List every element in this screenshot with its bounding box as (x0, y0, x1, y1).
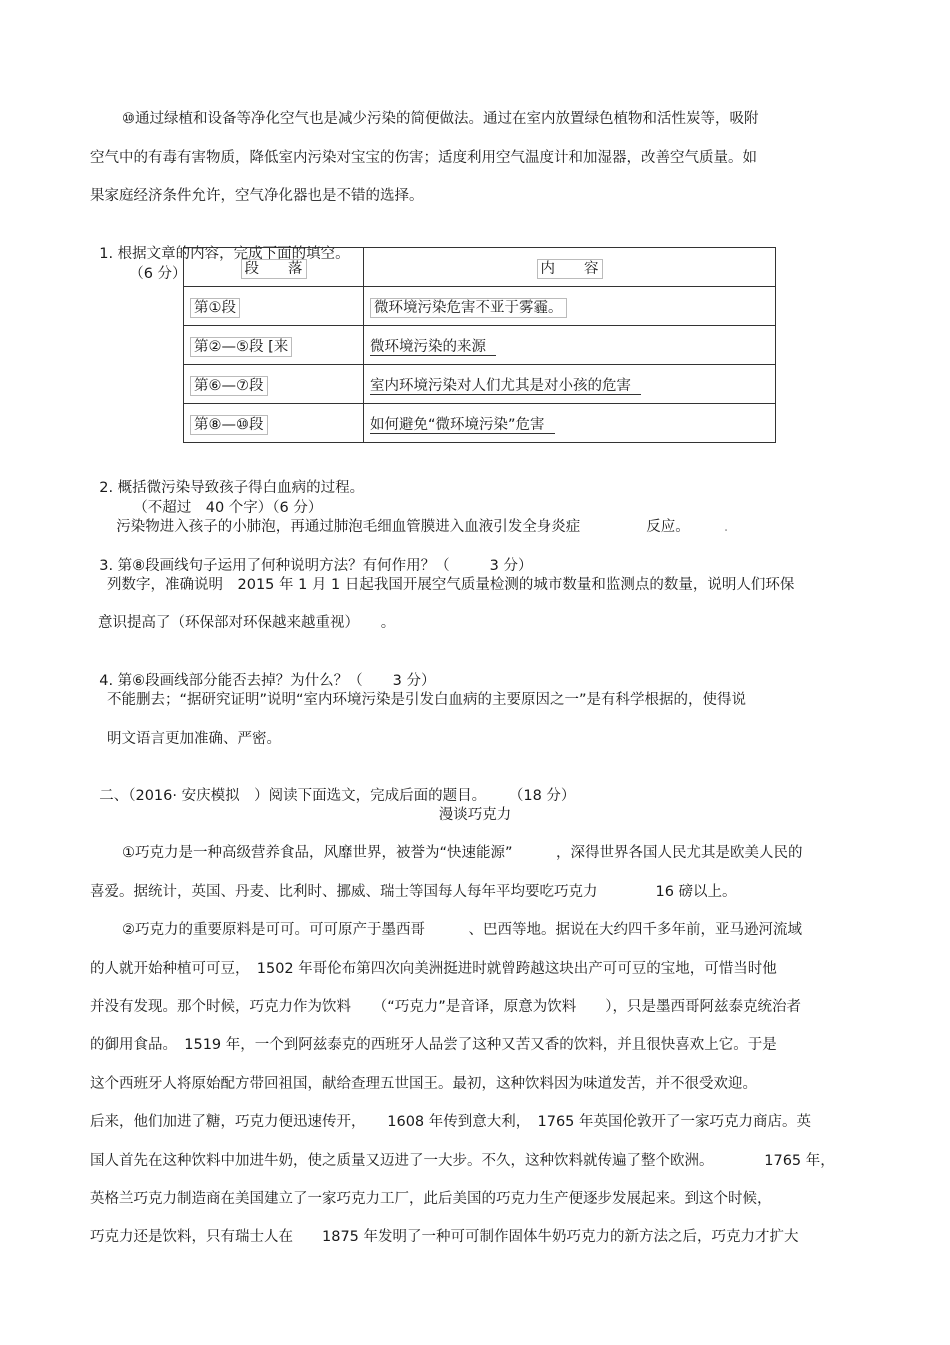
article-line: 英格兰巧克力制造商在美国建立了一家巧克力工厂，此后美国的巧克力生产便逐步发展起来。到这个时候， (90, 1191, 772, 1207)
answer-tail: 反应。 (646, 519, 690, 535)
table-header-cell (364, 248, 776, 287)
table-header-row (184, 248, 776, 287)
article-line: 并没有发现。那个时候，巧克力作为饮料 （“巧克力”是音译，原意为饮料 ），只是墨西哥阿兹泰克统治者 (90, 999, 802, 1015)
row-content: 如何避免“微环境污染”危害 (370, 417, 555, 434)
question-3-score: 3 分） (489, 558, 533, 574)
row-paragraph: 第⑥—⑦段 (190, 376, 268, 396)
row-paragraph: 第①段 (190, 298, 240, 318)
article-line: 国人首先在这种饮料中加进牛奶，使之质量又迈进了一大步。不久，这种饮料就传遍了整个欧洲。 1765 年， (90, 1153, 835, 1169)
row-paragraph: 第⑧—⑩段 (190, 415, 268, 435)
question-2-limit: （不超过 40 个字）（6 分） (133, 500, 323, 516)
question-1-score: （6 分） (129, 266, 187, 282)
row-content: 微环境污染危害不亚于雾霾。 (370, 298, 567, 318)
table-cell (364, 404, 776, 443)
question-2-text: 2. 概括微污染导致孩子得白血病的过程。 (99, 480, 365, 496)
answer-line: 列数字，准确说明 2015 年 1 月 1 日起我国开展空气质量检测的城市数量和监测点的数量，说明人们环保 (107, 577, 795, 593)
row-content: 微环境污染的来源 (370, 339, 496, 356)
table-cell (364, 326, 776, 365)
answer-line: 明文语言更加准确、严密。 (107, 731, 281, 747)
article-line: 巧克力还是饮料，只有瑞士人在 1875 年发明了一种可可制作固体牛奶巧克力的新方法之后，巧克力才扩大 (90, 1229, 799, 1245)
section-2-heading (90, 766, 575, 806)
row-paragraph: 第②—⑤段 [来 (190, 337, 292, 357)
table-row (184, 404, 776, 443)
article-line: 这个西班牙人将原始配方带回祖国，献给查理五世国王。最初，这种饮料因为味道发苦，并不很受欢迎。 (90, 1076, 757, 1092)
question-3-prompt (90, 536, 533, 576)
article-title: 漫谈巧克力 (438, 807, 512, 823)
passage-line: ⑩通过绿植和设备等净化空气也是减少污染的简便做法。通过在室内放置绿色植物和活性炭等，吸附 (122, 111, 759, 127)
row-content: 室内环境污染对人们尤其是对小孩的危害 (370, 378, 641, 395)
question-2-answer (107, 497, 728, 537)
table-header-cell (184, 248, 364, 287)
question-4-prompt (90, 651, 436, 691)
table-row (184, 287, 776, 326)
table-row (184, 326, 776, 365)
passage-line: 空气中的有毒有害物质，降低室内污染对宝宝的伤害；适度利用空气温度计和加湿器，改善空气质量。如 (90, 150, 757, 166)
passage-line: 果家庭经济条件允许，空气净化器也是不错的选择。 (90, 188, 424, 204)
article-line: ②巧克力的重要原料是可可。可可原产于墨西哥 、巴西等地。据说在大约四千多年前，亚马逊河流域 (122, 922, 802, 938)
header-content-label: 内 容 (537, 259, 603, 279)
answer-text: 污染物进入孩子的小肺泡，再通过肺泡毛细血管膜进入血液引发全身炎症 (116, 519, 581, 535)
table-cell (364, 365, 776, 404)
stray-dot: . (723, 519, 729, 535)
question-4-score: 3 分） (392, 673, 436, 689)
article-line: ①巧克力是一种高级营养食品，风靡世界，被誉为“快速能源” ，深得世界各国人民尤其是欧美人民的 (122, 845, 803, 861)
question-3-text: 3. 第⑧段画线句子运用了何种说明方法？有何作用？（ (99, 558, 450, 574)
section-score: （18 分） (516, 788, 576, 804)
article-line: 的人就开始种植可可豆， 1502 年哥伦布第四次向美洲挺进时就曾跨越这块出产可可豆的宝地，可惜当时他 (90, 961, 777, 977)
answer-line: 意识提高了（环保部对环保越来越重视） 。 (98, 615, 396, 631)
article-line: 喜爱。据统计，英国、丹麦、比利时、挪威、瑞士等国每人每年平均要吃巧克力 16 磅以上。 (90, 884, 737, 900)
table-cell (184, 365, 364, 404)
article-line: 的御用食品。 1519 年，一个到阿兹泰克的西班牙人品尝了这种又苦又香的饮料，并且很快喜欢上它。于是 (90, 1037, 777, 1053)
table-cell (184, 404, 364, 443)
table-cell (184, 326, 364, 365)
table-cell (364, 287, 776, 326)
table-row (184, 365, 776, 404)
header-paragraph-label: 段 落 (241, 259, 307, 279)
question-1-text: 1. 根据文章的内容，完成下面的填空。 (99, 246, 350, 262)
answer-line: 不能删去；“据研究证明”说明“室内环境污染是引发白血病的主要原因之一”是有科学根据的，使得说 (107, 692, 747, 708)
paragraph-content-table (183, 247, 776, 443)
table-cell (184, 287, 364, 326)
question-4-text: 4. 第⑥段画线部分能否去掉？为什么？（ (99, 673, 363, 689)
section-heading-text: 二、（2016· 安庆模拟 ）阅读下面选文，完成后面的题目。 (99, 788, 487, 804)
article-line: 后来，他们加进了糖，巧克力便迅速传开， 1608 年传到意大利， 1765 年英国伦敦开了一家巧克力商店。英 (90, 1114, 812, 1130)
